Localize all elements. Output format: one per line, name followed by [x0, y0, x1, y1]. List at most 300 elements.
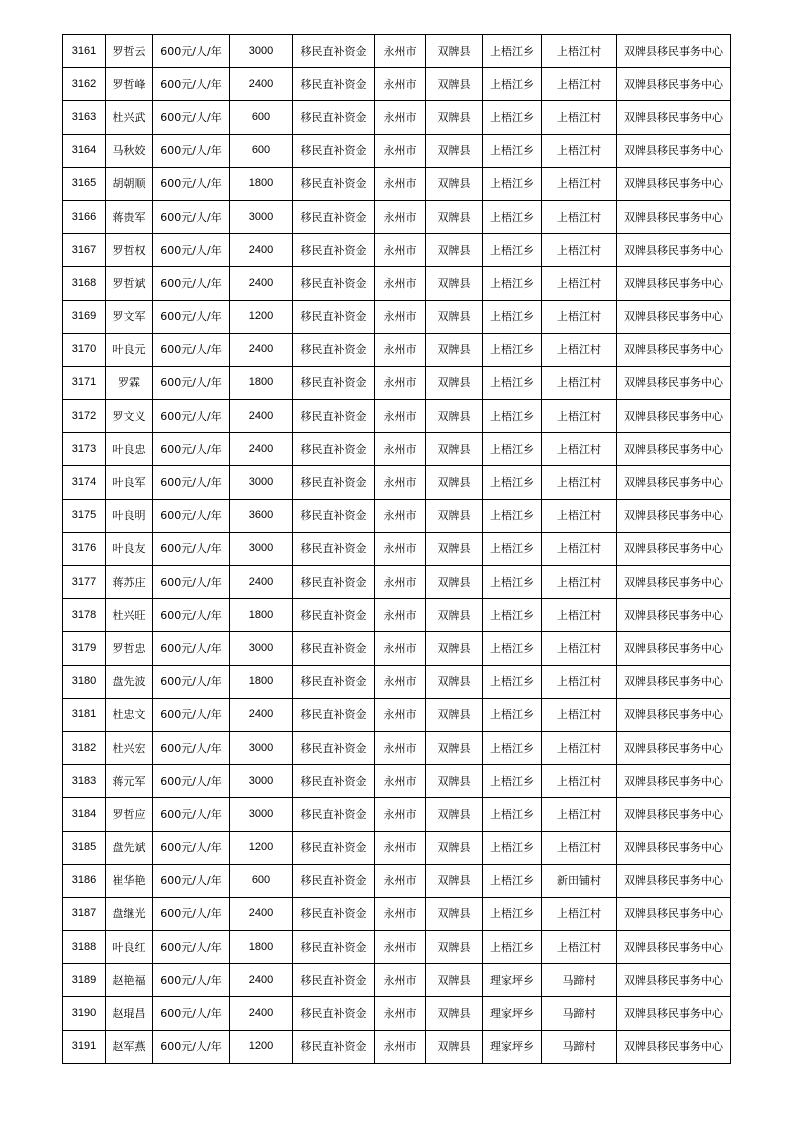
- issuing-agency-cell: 双牌县移民事务中心: [617, 765, 731, 798]
- township-cell: 上梧江乡: [483, 499, 542, 532]
- subsidy-standard-cell: 600元/人/年: [153, 366, 230, 399]
- subsidy-amount-cell: 2400: [230, 997, 293, 1030]
- subsidy-standard-cell: 600元/人/年: [153, 997, 230, 1030]
- city-cell: 永州市: [375, 931, 426, 964]
- fund-type-cell: 移民直补资金: [293, 300, 375, 333]
- city-cell: 永州市: [375, 532, 426, 565]
- county-cell: 双牌县: [426, 864, 483, 897]
- city-cell: 永州市: [375, 366, 426, 399]
- recipient-name-cell: 罗霖: [106, 366, 153, 399]
- village-cell: 上梧江村: [542, 433, 617, 466]
- city-cell: 永州市: [375, 665, 426, 698]
- city-cell: 永州市: [375, 300, 426, 333]
- table-row: [63, 433, 731, 466]
- subsidy-amount-cell: 2400: [230, 400, 293, 433]
- issuing-agency-cell: 双牌县移民事务中心: [617, 400, 731, 433]
- issuing-agency-cell: 双牌县移民事务中心: [617, 532, 731, 565]
- city-cell: 永州市: [375, 1030, 426, 1063]
- township-cell: 上梧江乡: [483, 68, 542, 101]
- township-cell: 上梧江乡: [483, 366, 542, 399]
- city-cell: 永州市: [375, 433, 426, 466]
- subsidy-standard-cell: 600元/人/年: [153, 433, 230, 466]
- subsidy-standard-cell: 600元/人/年: [153, 765, 230, 798]
- subsidy-amount-cell: 2400: [230, 897, 293, 930]
- row-number-cell: 3162: [63, 68, 106, 101]
- county-cell: 双牌县: [426, 532, 483, 565]
- recipient-name-cell: 蒋苏庄: [106, 566, 153, 599]
- row-number-cell: 3179: [63, 632, 106, 665]
- fund-type-cell: 移民直补资金: [293, 466, 375, 499]
- row-number-cell: 3188: [63, 931, 106, 964]
- city-cell: 永州市: [375, 765, 426, 798]
- issuing-agency-cell: 双牌县移民事务中心: [617, 665, 731, 698]
- city-cell: 永州市: [375, 400, 426, 433]
- township-cell: 理家坪乡: [483, 964, 542, 997]
- issuing-agency-cell: 双牌县移民事务中心: [617, 997, 731, 1030]
- county-cell: 双牌县: [426, 134, 483, 167]
- county-cell: 双牌县: [426, 698, 483, 731]
- subsidy-amount-cell: 1800: [230, 931, 293, 964]
- township-cell: 上梧江乡: [483, 731, 542, 764]
- county-cell: 双牌县: [426, 931, 483, 964]
- recipient-name-cell: 蒋元军: [106, 765, 153, 798]
- village-cell: 上梧江村: [542, 167, 617, 200]
- subsidy-amount-cell: 3000: [230, 798, 293, 831]
- county-cell: 双牌县: [426, 665, 483, 698]
- fund-type-cell: 移民直补资金: [293, 234, 375, 267]
- village-cell: 上梧江村: [542, 267, 617, 300]
- issuing-agency-cell: 双牌县移民事务中心: [617, 167, 731, 200]
- village-cell: 马蹄村: [542, 1030, 617, 1063]
- subsidy-amount-cell: 600: [230, 134, 293, 167]
- township-cell: 上梧江乡: [483, 864, 542, 897]
- recipient-name-cell: 盘先波: [106, 665, 153, 698]
- subsidy-amount-cell: 600: [230, 101, 293, 134]
- village-cell: 上梧江村: [542, 532, 617, 565]
- issuing-agency-cell: 双牌县移民事务中心: [617, 599, 731, 632]
- table-row: [63, 864, 731, 897]
- table-row: [63, 400, 731, 433]
- subsidy-standard-cell: 600元/人/年: [153, 499, 230, 532]
- subsidy-amount-cell: 2400: [230, 698, 293, 731]
- table-row: [63, 101, 731, 134]
- recipient-name-cell: 胡朝顺: [106, 167, 153, 200]
- subsidy-amount-cell: 1200: [230, 831, 293, 864]
- subsidy-standard-cell: 600元/人/年: [153, 532, 230, 565]
- recipient-name-cell: 叶良红: [106, 931, 153, 964]
- village-cell: 马蹄村: [542, 997, 617, 1030]
- table-row: [63, 267, 731, 300]
- recipient-name-cell: 杜忠文: [106, 698, 153, 731]
- county-cell: 双牌县: [426, 499, 483, 532]
- city-cell: 永州市: [375, 234, 426, 267]
- fund-type-cell: 移民直补资金: [293, 134, 375, 167]
- fund-type-cell: 移民直补资金: [293, 931, 375, 964]
- village-cell: 上梧江村: [542, 200, 617, 233]
- subsidy-standard-cell: 600元/人/年: [153, 267, 230, 300]
- row-number-cell: 3189: [63, 964, 106, 997]
- issuing-agency-cell: 双牌县移民事务中心: [617, 731, 731, 764]
- township-cell: 上梧江乡: [483, 632, 542, 665]
- table-row: [63, 698, 731, 731]
- recipient-name-cell: 赵琨昌: [106, 997, 153, 1030]
- subsidy-amount-cell: 2400: [230, 234, 293, 267]
- village-cell: 马蹄村: [542, 964, 617, 997]
- table-row: [63, 532, 731, 565]
- fund-type-cell: 移民直补资金: [293, 366, 375, 399]
- issuing-agency-cell: 双牌县移民事务中心: [617, 864, 731, 897]
- village-cell: 上梧江村: [542, 234, 617, 267]
- county-cell: 双牌县: [426, 300, 483, 333]
- subsidy-amount-cell: 2400: [230, 333, 293, 366]
- city-cell: 永州市: [375, 997, 426, 1030]
- city-cell: 永州市: [375, 267, 426, 300]
- row-number-cell: 3178: [63, 599, 106, 632]
- fund-type-cell: 移民直补资金: [293, 599, 375, 632]
- row-number-cell: 3167: [63, 234, 106, 267]
- row-number-cell: 3169: [63, 300, 106, 333]
- village-cell: 上梧江村: [542, 599, 617, 632]
- village-cell: 上梧江村: [542, 366, 617, 399]
- subsidy-amount-cell: 3000: [230, 532, 293, 565]
- issuing-agency-cell: 双牌县移民事务中心: [617, 964, 731, 997]
- subsidy-standard-cell: 600元/人/年: [153, 798, 230, 831]
- row-number-cell: 3190: [63, 997, 106, 1030]
- subsidy-amount-cell: 3600: [230, 499, 293, 532]
- fund-type-cell: 移民直补资金: [293, 765, 375, 798]
- county-cell: 双牌县: [426, 200, 483, 233]
- table-row: [63, 665, 731, 698]
- table-row: [63, 798, 731, 831]
- village-cell: 上梧江村: [542, 101, 617, 134]
- fund-type-cell: 移民直补资金: [293, 964, 375, 997]
- row-number-cell: 3166: [63, 200, 106, 233]
- recipient-name-cell: 杜兴武: [106, 101, 153, 134]
- issuing-agency-cell: 双牌县移民事务中心: [617, 931, 731, 964]
- issuing-agency-cell: 双牌县移民事务中心: [617, 433, 731, 466]
- subsidy-standard-cell: 600元/人/年: [153, 234, 230, 267]
- fund-type-cell: 移民直补资金: [293, 499, 375, 532]
- recipient-name-cell: 罗哲权: [106, 234, 153, 267]
- subsidy-amount-cell: 3000: [230, 466, 293, 499]
- county-cell: 双牌县: [426, 831, 483, 864]
- fund-type-cell: 移民直补资金: [293, 632, 375, 665]
- township-cell: 上梧江乡: [483, 798, 542, 831]
- subsidy-amount-cell: 2400: [230, 566, 293, 599]
- city-cell: 永州市: [375, 897, 426, 930]
- county-cell: 双牌县: [426, 964, 483, 997]
- township-cell: 上梧江乡: [483, 35, 542, 68]
- subsidy-standard-cell: 600元/人/年: [153, 831, 230, 864]
- issuing-agency-cell: 双牌县移民事务中心: [617, 333, 731, 366]
- city-cell: 永州市: [375, 566, 426, 599]
- fund-type-cell: 移民直补资金: [293, 400, 375, 433]
- village-cell: 上梧江村: [542, 400, 617, 433]
- subsidy-standard-cell: 600元/人/年: [153, 864, 230, 897]
- recipient-name-cell: 叶良明: [106, 499, 153, 532]
- row-number-cell: 3183: [63, 765, 106, 798]
- subsidy-standard-cell: 600元/人/年: [153, 333, 230, 366]
- table-row: [63, 566, 731, 599]
- subsidy-standard-cell: 600元/人/年: [153, 300, 230, 333]
- subsidy-standard-cell: 600元/人/年: [153, 566, 230, 599]
- village-cell: 上梧江村: [542, 831, 617, 864]
- table-row: [63, 333, 731, 366]
- village-cell: 上梧江村: [542, 731, 617, 764]
- table-row: [63, 1030, 731, 1063]
- subsidy-standard-cell: 600元/人/年: [153, 731, 230, 764]
- issuing-agency-cell: 双牌县移民事务中心: [617, 300, 731, 333]
- row-number-cell: 3185: [63, 831, 106, 864]
- village-cell: 上梧江村: [542, 765, 617, 798]
- city-cell: 永州市: [375, 466, 426, 499]
- row-number-cell: 3180: [63, 665, 106, 698]
- fund-type-cell: 移民直补资金: [293, 200, 375, 233]
- city-cell: 永州市: [375, 731, 426, 764]
- city-cell: 永州市: [375, 35, 426, 68]
- township-cell: 上梧江乡: [483, 134, 542, 167]
- township-cell: 上梧江乡: [483, 566, 542, 599]
- issuing-agency-cell: 双牌县移民事务中心: [617, 35, 731, 68]
- recipient-name-cell: 叶良军: [106, 466, 153, 499]
- subsidy-standard-cell: 600元/人/年: [153, 665, 230, 698]
- city-cell: 永州市: [375, 864, 426, 897]
- table-row: [63, 499, 731, 532]
- county-cell: 双牌县: [426, 400, 483, 433]
- township-cell: 上梧江乡: [483, 532, 542, 565]
- township-cell: 上梧江乡: [483, 599, 542, 632]
- table-row: [63, 466, 731, 499]
- row-number-cell: 3187: [63, 897, 106, 930]
- village-cell: 上梧江村: [542, 300, 617, 333]
- issuing-agency-cell: 双牌县移民事务中心: [617, 566, 731, 599]
- village-cell: 上梧江村: [542, 698, 617, 731]
- city-cell: 永州市: [375, 68, 426, 101]
- county-cell: 双牌县: [426, 267, 483, 300]
- village-cell: 上梧江村: [542, 68, 617, 101]
- city-cell: 永州市: [375, 599, 426, 632]
- row-number-cell: 3163: [63, 101, 106, 134]
- table-row: [63, 167, 731, 200]
- fund-type-cell: 移民直补资金: [293, 831, 375, 864]
- township-cell: 上梧江乡: [483, 400, 542, 433]
- row-number-cell: 3165: [63, 167, 106, 200]
- recipient-name-cell: 杜兴旺: [106, 599, 153, 632]
- subsidy-standard-cell: 600元/人/年: [153, 101, 230, 134]
- city-cell: 永州市: [375, 499, 426, 532]
- issuing-agency-cell: 双牌县移民事务中心: [617, 366, 731, 399]
- row-number-cell: 3161: [63, 35, 106, 68]
- fund-type-cell: 移民直补资金: [293, 997, 375, 1030]
- township-cell: 上梧江乡: [483, 300, 542, 333]
- subsidy-standard-cell: 600元/人/年: [153, 698, 230, 731]
- table-row: [63, 731, 731, 764]
- county-cell: 双牌县: [426, 333, 483, 366]
- county-cell: 双牌县: [426, 101, 483, 134]
- recipient-name-cell: 蒋贵军: [106, 200, 153, 233]
- county-cell: 双牌县: [426, 167, 483, 200]
- village-cell: 上梧江村: [542, 134, 617, 167]
- county-cell: 双牌县: [426, 599, 483, 632]
- issuing-agency-cell: 双牌县移民事务中心: [617, 632, 731, 665]
- issuing-agency-cell: 双牌县移民事务中心: [617, 234, 731, 267]
- recipient-name-cell: 罗哲云: [106, 35, 153, 68]
- county-cell: 双牌县: [426, 466, 483, 499]
- fund-type-cell: 移民直补资金: [293, 798, 375, 831]
- row-number-cell: 3177: [63, 566, 106, 599]
- row-number-cell: 3181: [63, 698, 106, 731]
- row-number-cell: 3191: [63, 1030, 106, 1063]
- recipient-name-cell: 盘先斌: [106, 831, 153, 864]
- table-row: [63, 964, 731, 997]
- issuing-agency-cell: 双牌县移民事务中心: [617, 267, 731, 300]
- fund-type-cell: 移民直补资金: [293, 433, 375, 466]
- issuing-agency-cell: 双牌县移民事务中心: [617, 831, 731, 864]
- table-row: [63, 134, 731, 167]
- fund-type-cell: 移民直补资金: [293, 897, 375, 930]
- subsidy-amount-cell: 2400: [230, 267, 293, 300]
- county-cell: 双牌县: [426, 897, 483, 930]
- county-cell: 双牌县: [426, 1030, 483, 1063]
- county-cell: 双牌县: [426, 234, 483, 267]
- table-body: [63, 35, 731, 1064]
- township-cell: 上梧江乡: [483, 234, 542, 267]
- subsidy-standard-cell: 600元/人/年: [153, 400, 230, 433]
- issuing-agency-cell: 双牌县移民事务中心: [617, 1030, 731, 1063]
- fund-type-cell: 移民直补资金: [293, 864, 375, 897]
- village-cell: 上梧江村: [542, 931, 617, 964]
- recipient-name-cell: 叶良元: [106, 333, 153, 366]
- city-cell: 永州市: [375, 698, 426, 731]
- subsidy-amount-cell: 2400: [230, 68, 293, 101]
- village-cell: 上梧江村: [542, 632, 617, 665]
- issuing-agency-cell: 双牌县移民事务中心: [617, 698, 731, 731]
- recipient-name-cell: 叶良忠: [106, 433, 153, 466]
- table-row: [63, 931, 731, 964]
- recipient-name-cell: 叶良友: [106, 532, 153, 565]
- subsidy-amount-cell: 3000: [230, 765, 293, 798]
- subsidy-amount-cell: 1200: [230, 300, 293, 333]
- row-number-cell: 3176: [63, 532, 106, 565]
- fund-type-cell: 移民直补资金: [293, 68, 375, 101]
- recipient-name-cell: 杜兴宏: [106, 731, 153, 764]
- recipient-name-cell: 罗哲应: [106, 798, 153, 831]
- row-number-cell: 3170: [63, 333, 106, 366]
- township-cell: 上梧江乡: [483, 267, 542, 300]
- subsidy-standard-cell: 600元/人/年: [153, 599, 230, 632]
- table-row: [63, 300, 731, 333]
- fund-type-cell: 移民直补资金: [293, 35, 375, 68]
- county-cell: 双牌县: [426, 632, 483, 665]
- recipient-name-cell: 罗哲忠: [106, 632, 153, 665]
- recipient-name-cell: 罗哲峰: [106, 68, 153, 101]
- village-cell: 上梧江村: [542, 665, 617, 698]
- village-cell: 上梧江村: [542, 897, 617, 930]
- township-cell: 上梧江乡: [483, 931, 542, 964]
- city-cell: 永州市: [375, 632, 426, 665]
- county-cell: 双牌县: [426, 433, 483, 466]
- fund-type-cell: 移民直补资金: [293, 333, 375, 366]
- subsidy-amount-cell: 600: [230, 864, 293, 897]
- table-row: [63, 831, 731, 864]
- table-row: [63, 599, 731, 632]
- issuing-agency-cell: 双牌县移民事务中心: [617, 68, 731, 101]
- table-row: [63, 35, 731, 68]
- township-cell: 上梧江乡: [483, 665, 542, 698]
- village-cell: 上梧江村: [542, 333, 617, 366]
- subsidy-standard-cell: 600元/人/年: [153, 632, 230, 665]
- city-cell: 永州市: [375, 101, 426, 134]
- recipient-name-cell: 罗哲斌: [106, 267, 153, 300]
- issuing-agency-cell: 双牌县移民事务中心: [617, 200, 731, 233]
- fund-type-cell: 移民直补资金: [293, 665, 375, 698]
- subsidy-amount-cell: 3000: [230, 200, 293, 233]
- fund-type-cell: 移民直补资金: [293, 167, 375, 200]
- issuing-agency-cell: 双牌县移民事务中心: [617, 499, 731, 532]
- row-number-cell: 3171: [63, 366, 106, 399]
- recipient-name-cell: 罗文军: [106, 300, 153, 333]
- fund-type-cell: 移民直补资金: [293, 698, 375, 731]
- city-cell: 永州市: [375, 333, 426, 366]
- recipient-name-cell: 赵艳福: [106, 964, 153, 997]
- city-cell: 永州市: [375, 200, 426, 233]
- table-row: [63, 200, 731, 233]
- subsidy-standard-cell: 600元/人/年: [153, 35, 230, 68]
- city-cell: 永州市: [375, 798, 426, 831]
- township-cell: 理家坪乡: [483, 997, 542, 1030]
- table-row: [63, 997, 731, 1030]
- table-row: [63, 632, 731, 665]
- subsidy-amount-cell: 1800: [230, 599, 293, 632]
- fund-type-cell: 移民直补资金: [293, 731, 375, 764]
- issuing-agency-cell: 双牌县移民事务中心: [617, 466, 731, 499]
- recipient-name-cell: 崔华艳: [106, 864, 153, 897]
- village-cell: 上梧江村: [542, 35, 617, 68]
- township-cell: 上梧江乡: [483, 831, 542, 864]
- row-number-cell: 3164: [63, 134, 106, 167]
- county-cell: 双牌县: [426, 366, 483, 399]
- subsidy-amount-cell: 3000: [230, 35, 293, 68]
- issuing-agency-cell: 双牌县移民事务中心: [617, 897, 731, 930]
- table-row: [63, 897, 731, 930]
- subsidy-amount-cell: 3000: [230, 632, 293, 665]
- county-cell: 双牌县: [426, 35, 483, 68]
- table-row: [63, 765, 731, 798]
- township-cell: 上梧江乡: [483, 101, 542, 134]
- county-cell: 双牌县: [426, 765, 483, 798]
- row-number-cell: 3175: [63, 499, 106, 532]
- subsidy-standard-cell: 600元/人/年: [153, 134, 230, 167]
- village-cell: 上梧江村: [542, 566, 617, 599]
- township-cell: 上梧江乡: [483, 433, 542, 466]
- county-cell: 双牌县: [426, 68, 483, 101]
- subsidy-standard-cell: 600元/人/年: [153, 1030, 230, 1063]
- table-row: [63, 68, 731, 101]
- recipient-name-cell: 马秋姣: [106, 134, 153, 167]
- recipient-name-cell: 罗文义: [106, 400, 153, 433]
- township-cell: 上梧江乡: [483, 167, 542, 200]
- township-cell: 上梧江乡: [483, 333, 542, 366]
- fund-type-cell: 移民直补资金: [293, 532, 375, 565]
- county-cell: 双牌县: [426, 798, 483, 831]
- township-cell: 上梧江乡: [483, 897, 542, 930]
- township-cell: 上梧江乡: [483, 466, 542, 499]
- subsidy-amount-cell: 2400: [230, 433, 293, 466]
- subsidy-register-table: [62, 34, 731, 1064]
- row-number-cell: 3174: [63, 466, 106, 499]
- village-cell: 新田铺村: [542, 864, 617, 897]
- issuing-agency-cell: 双牌县移民事务中心: [617, 134, 731, 167]
